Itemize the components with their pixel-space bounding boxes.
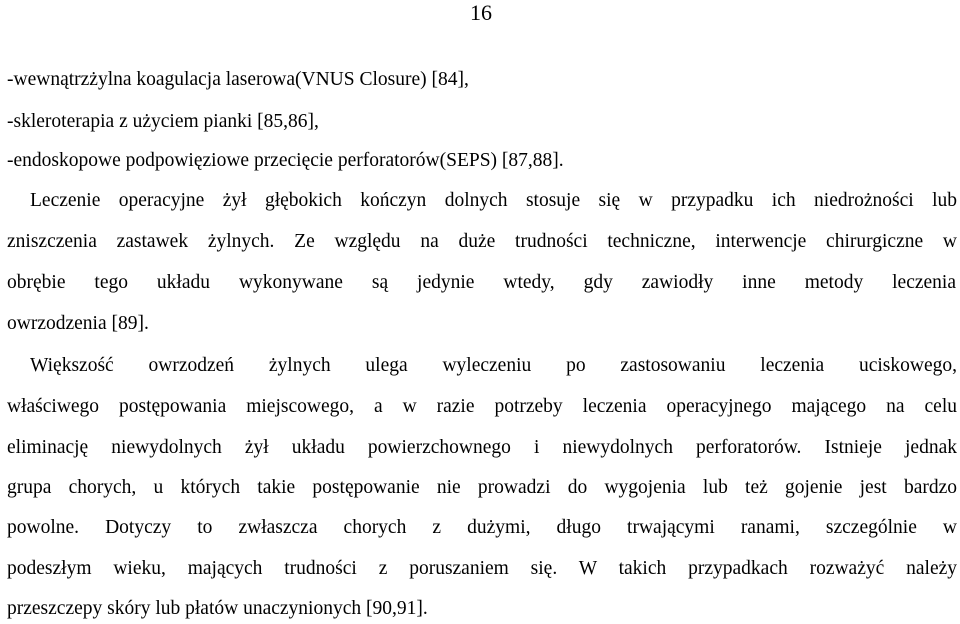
paragraph-line: zniszczenia zastawek żylnych. Ze względu na duże trudności techniczne, interwencje chirurgiczne w (7, 231, 957, 252)
paragraph-line: Leczenie operacyjne żył głębokich kończyn dolnych stosuje się w przypadku ich niedrożności lub (30, 190, 957, 211)
paragraph-line: przeszczepy skóry lub płatów unaczynionych [90,91]. (7, 598, 428, 619)
paragraph-line: eliminację niewydolnych żył układu powierzchownego i niewydolnych perforatorów. Istnieje jednak (7, 437, 957, 458)
paragraph-line: podeszłym wieku, mających trudności z poruszaniem się. W takich przypadkach rozważyć należy (7, 558, 957, 579)
list-item: -endoskopowe podpowięziowe przecięcie perforatorów(SEPS) [87,88]. (7, 150, 564, 171)
list-item: -wewnątrzżylna koagulacja laserowa(VNUS Closure) [84], (7, 69, 469, 90)
paragraph-line: Większość owrzodzeń żylnych ulega wyleczeniu po zastosowaniu leczenia uciskowego, (30, 355, 957, 376)
paragraph-line: owrzodzenia [89]. (7, 313, 149, 334)
list-item: -skleroterapia z użyciem pianki [85,86], (7, 111, 319, 132)
paragraph-line: powolne. Dotyczy to zwłaszcza chorych z dużymi, długo trwającymi ranami, szczególnie w (7, 517, 957, 538)
paragraph-line: właściwego postępowania miejscowego, a w razie potrzeby leczenia operacyjnego mającego na celu (7, 396, 957, 417)
paragraph-line: obrębie tego układu wykonywane są jedynie wtedy, gdy zawiodły inne metody leczenia (7, 272, 956, 293)
page-number: 16 (470, 0, 492, 25)
paragraph-line: grupa chorych, u których takie postępowanie nie prowadzi do wygojenia lub też gojenie jest bardzo (7, 477, 957, 498)
